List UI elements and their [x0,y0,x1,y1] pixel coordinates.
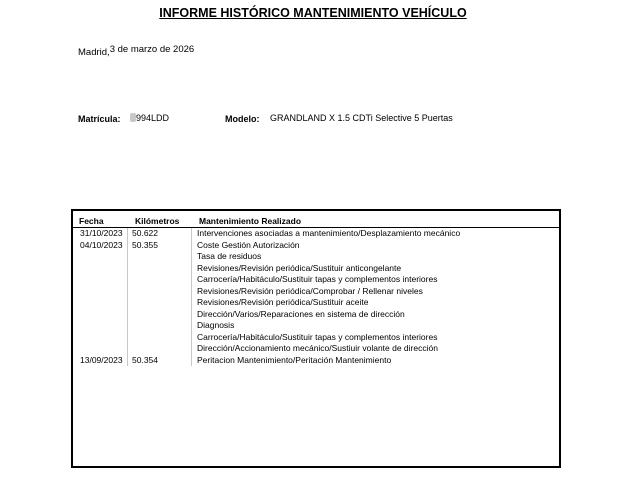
maintenance-item: Revisiones/Revisión periódica/Sustituir anticongelante [197,262,402,273]
place-date [78,44,195,58]
maintenance-item: Carrocería/Habitáculo/Sustituir tapas y complementos interiores [197,331,438,342]
row-km: 50.355 [127,240,187,355]
maintenance-item: Peritacion Mantenimiento/Peritación Mantenimiento [197,354,392,365]
maintenance-item: Revisiones/Revisión periódica/Sustituir aceite [197,297,369,307]
maintenance-item: Dirección/Accionamiento mecánico/Sustiuir volante de dirección [197,343,438,353]
maintenance-item: Carrocería/Habitáculo/Sustituir tapas y complementos interiores [197,274,438,284]
maintenance-item: Intervenciones asociadas a mantenimiento/Desplazamiento mecánico [197,228,461,238]
header-date: Fecha [79,216,104,226]
row-maintenance [191,240,441,355]
model-value: GRANDLAND X 1.5 CDTi Selective 5 Puertas [270,113,453,123]
row-date: 04/10/2023 [80,239,123,250]
place: Madrid, [78,47,110,58]
row-maintenance [191,228,461,240]
report-date: 3 de marzo de 2026 [109,44,195,55]
row-date: 31/10/2023 [80,228,123,238]
table-row [73,355,559,367]
plate-label: Matrícula: [78,114,121,124]
maintenance-item: Dirección/Varios/Reparaciones en sistema de dirección [197,308,405,319]
maintenance-item: Revisiones/Revisión periódica/Comprobar / Rellenar niveles [197,285,423,296]
table-row [73,240,559,355]
table-row [73,228,559,240]
maintenance-item: Tasa de residuos [197,251,262,261]
maintenance-item: Diagnosis [197,320,235,330]
model-label: Modelo: [225,114,260,124]
row-km: 50.622 [127,228,187,240]
plate-value-wrap [130,113,169,123]
plate-value: 994LDD [136,113,170,123]
header-maintenance: Mantenimiento Realizado [199,216,302,226]
report-title: INFORME HISTÓRICO MANTENIMIENTO VEHÍCULO [159,6,467,20]
row-date: 13/09/2023 [80,354,123,365]
header-km: Kilómetros [135,216,180,226]
row-km: 50.354 [127,355,187,367]
maintenance-item: Coste Gestión Autorización [197,239,300,250]
maintenance-table [71,209,561,468]
row-maintenance [191,355,441,367]
